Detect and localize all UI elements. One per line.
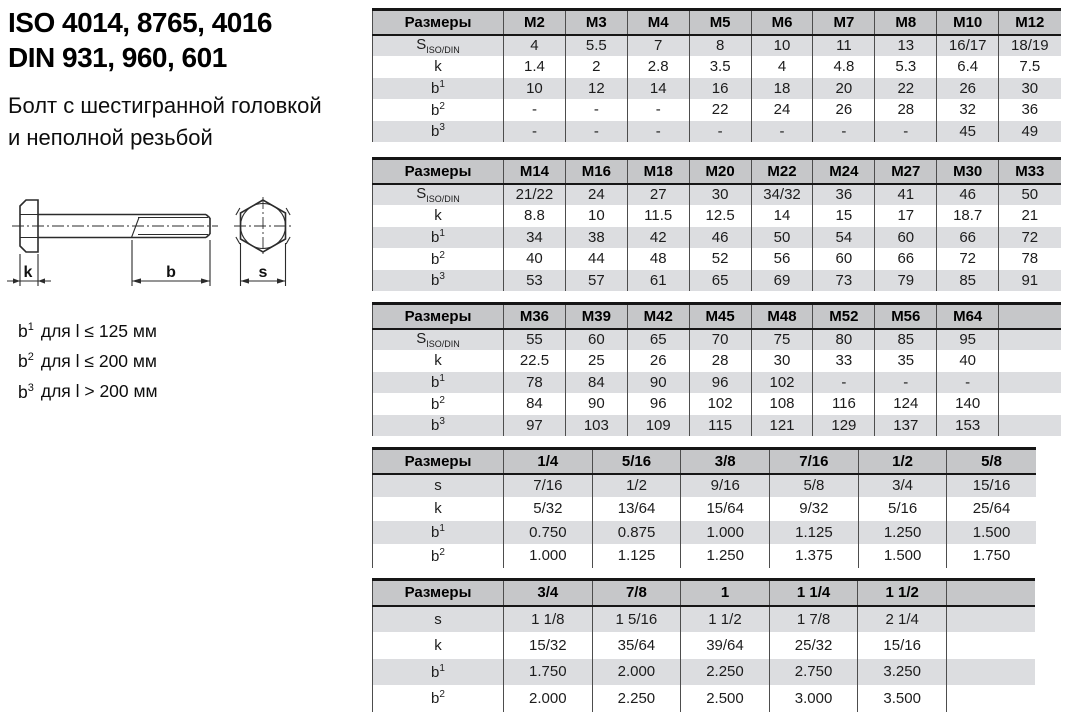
dimension-table [372, 8, 1061, 142]
footnote-symbol: b [18, 351, 28, 372]
value-cell: 16 [689, 78, 751, 100]
value-cell: 66 [937, 227, 999, 249]
dim-label-s: s [258, 264, 268, 281]
column-header: M52 [813, 304, 875, 329]
value-cell: - [875, 121, 937, 143]
size-header-label: Размеры [373, 449, 504, 474]
value-cell: 103 [565, 415, 627, 437]
footnotes [18, 314, 158, 405]
footnote-text: для l ≤ 125 мм [40, 320, 157, 341]
dimension-table-metric-m2-m12 [372, 8, 1061, 142]
value-cell: 1.250 [681, 544, 770, 568]
dimension-table-inch-small [372, 447, 1036, 568]
value-cell: 5/8 [770, 474, 859, 498]
footnote-text: для l ≤ 200 мм [40, 351, 157, 372]
value-cell: 10 [565, 205, 627, 227]
value-cell: 78 [1021, 250, 1039, 268]
value-cell: 1.000 [504, 544, 593, 568]
value-cell: 53 [504, 270, 566, 292]
value-cell: 102 [689, 393, 751, 415]
value-cell: 30 [751, 350, 813, 372]
value-cell: - [813, 372, 875, 394]
value-cell: 36 [813, 184, 875, 206]
column-header: M8 [875, 10, 937, 35]
value-cell: 108 [751, 393, 813, 415]
value-cell: 72 [999, 227, 1061, 249]
column-header: M36 [504, 304, 566, 329]
size-header-label: Размеры [373, 10, 504, 35]
column-header: M7 [813, 10, 875, 35]
value-cell: 2.000 [504, 685, 593, 712]
value-cell: 18/19 [999, 35, 1061, 57]
empty-cell [946, 659, 1035, 686]
value-cell: 73 [813, 270, 875, 292]
value-cell: 25 [565, 350, 627, 372]
column-header: M12 [999, 10, 1061, 35]
footnote-sup: 3 [27, 381, 34, 394]
value-cell: 13/64 [592, 497, 681, 521]
value-cell: 41 [875, 184, 937, 206]
value-cell: 2 1/4 [858, 606, 947, 633]
empty-header-cell [946, 580, 1035, 606]
value-cell: 14 [627, 78, 689, 100]
value-cell: 46 [689, 227, 751, 249]
value-cell: 5.5 [565, 35, 627, 57]
row-label: $b^3$ [373, 121, 504, 143]
row-label: $b^2$ [373, 99, 504, 121]
dimension-table-inch-large [372, 578, 1035, 712]
value-cell: 12.5 [689, 205, 751, 227]
value-cell: 80 [813, 329, 875, 351]
value-cell: 116 [813, 393, 875, 415]
value-cell: 2.750 [769, 659, 858, 686]
value-cell: 42 [627, 227, 689, 249]
column-header: M42 [627, 304, 689, 329]
value-cell: 4 [504, 35, 566, 57]
column-header: M10 [937, 10, 999, 35]
value-cell: 1/2 [592, 474, 681, 498]
value-cell: 50 [751, 227, 813, 249]
value-cell: 15/16 [947, 474, 1036, 498]
value-cell: 2.250 [592, 685, 681, 712]
column-header: 3/8 [681, 449, 770, 474]
value-cell: 40 [504, 248, 566, 270]
row-label: $S_{ISO/DIN}$ [373, 329, 504, 351]
value-cell: 17 [875, 205, 937, 227]
value-cell: - [504, 99, 566, 121]
value-cell: 26 [627, 350, 689, 372]
value-cell: 2.500 [681, 685, 770, 712]
dimension-table-metric-m14-m33 [372, 157, 1061, 291]
value-cell: 90 [627, 372, 689, 394]
value-cell: 57 [565, 270, 627, 292]
size-header-label: Размеры [373, 159, 504, 184]
value-cell: 78 [504, 372, 566, 394]
value-cell: 32 [937, 99, 999, 121]
value-cell: 46 [937, 184, 999, 206]
dim-label-k: k [23, 264, 33, 281]
row-label: $S_{ISO/DIN}$ [373, 184, 504, 206]
empty-cell [999, 393, 1061, 415]
dimension-table [372, 157, 1061, 291]
value-cell: 22 [875, 78, 937, 100]
subtitle-line1: Болт с шестигранной головкой [8, 93, 322, 118]
footnote-b2 [18, 344, 158, 374]
value-cell: 1.500 [858, 544, 947, 568]
empty-cell [946, 685, 1035, 712]
value-cell: 15 [813, 205, 875, 227]
footnote-text: для l > 200 мм [40, 381, 158, 402]
footnote-symbol: b [18, 320, 28, 341]
value-cell: 22 [689, 99, 751, 121]
value-cell: 6.4 [937, 56, 999, 78]
value-cell: 38 [565, 227, 627, 249]
value-cell: - [627, 121, 689, 143]
value-cell: 95 [937, 329, 999, 351]
value-cell: 25/32 [769, 632, 858, 659]
value-cell: 14 [751, 205, 813, 227]
page-title-iso: ISO 4014, 8765, 4016 [8, 7, 272, 38]
column-header: M24 [813, 159, 875, 184]
value-cell: 1 7/8 [769, 606, 858, 633]
value-cell: 33 [813, 350, 875, 372]
column-header: 1 1/2 [858, 580, 947, 606]
value-cell: - [627, 99, 689, 121]
value-cell: 1 1/2 [681, 606, 770, 633]
value-cell: 54 [813, 227, 875, 249]
row-label: $b^2$ [373, 393, 504, 415]
value-cell: 5/32 [504, 497, 593, 521]
value-cell: 124 [875, 393, 937, 415]
column-header: M64 [937, 304, 999, 329]
value-cell: 85 [937, 270, 999, 292]
column-header: M45 [689, 304, 751, 329]
value-cell: 65 [689, 270, 751, 292]
column-header: M56 [875, 304, 937, 329]
empty-cell [946, 632, 1035, 659]
value-cell: 0.750 [504, 521, 593, 545]
row-label: $b^1$ [373, 659, 504, 686]
value-cell: 60 [875, 227, 937, 249]
empty-cell [999, 372, 1061, 394]
value-cell: 2.250 [681, 659, 770, 686]
value-cell: 7.5 [1019, 58, 1041, 76]
column-header: M27 [875, 159, 937, 184]
dimension-table-metric-m36-m64 [372, 302, 1061, 436]
value-cell: 49 [999, 121, 1061, 143]
value-cell: 27 [627, 184, 689, 206]
value-cell: 0.875 [592, 521, 681, 545]
value-cell: 28 [689, 350, 751, 372]
column-header: M3 [565, 10, 627, 35]
row-label: $b^1$ [373, 372, 504, 394]
size-header-label: Размеры [373, 580, 504, 606]
value-cell: - [689, 121, 751, 143]
value-cell: 102 [751, 372, 813, 394]
value-cell: 1.4 [504, 56, 566, 78]
column-header: M2 [504, 10, 566, 35]
column-header: 7/8 [592, 580, 681, 606]
value-cell: 1.125 [592, 544, 681, 568]
row-label: $b^3$ [373, 270, 504, 292]
row-label: $S_{ISO/DIN}$ [373, 35, 504, 57]
column-header: M14 [504, 159, 566, 184]
value-cell: 60 [813, 248, 875, 270]
value-cell: 65 [627, 329, 689, 351]
column-header: M16 [565, 159, 627, 184]
value-cell: 70 [689, 329, 751, 351]
value-cell: - [504, 121, 566, 143]
value-cell: 84 [504, 393, 566, 415]
value-cell: 3.5 [689, 56, 751, 78]
value-cell: 8.8 [504, 205, 566, 227]
value-cell: 2.000 [592, 659, 681, 686]
value-cell: 40 [937, 350, 999, 372]
value-cell: 72 [937, 248, 999, 270]
value-cell: 115 [689, 415, 751, 437]
value-cell: - [813, 121, 875, 143]
value-cell: 7/16 [504, 474, 593, 498]
value-cell: 1.750 [504, 659, 593, 686]
value-cell: 11 [813, 35, 875, 57]
value-cell: 1.500 [947, 521, 1036, 545]
row-label: k [373, 632, 504, 659]
column-header: M22 [751, 159, 813, 184]
value-cell: 36 [1021, 101, 1039, 119]
value-cell: 1 1/8 [504, 606, 593, 633]
value-cell: 75 [751, 329, 813, 351]
value-cell: 1.125 [770, 521, 859, 545]
empty-header-cell [999, 304, 1061, 329]
column-header: M6 [751, 10, 813, 35]
value-cell: 24 [565, 184, 627, 206]
empty-cell [999, 329, 1061, 351]
row-label: k [373, 350, 504, 372]
footnote-symbol: b [18, 381, 28, 402]
value-cell: 4 [751, 56, 813, 78]
value-cell: 66 [875, 248, 937, 270]
value-cell: 4.8 [813, 56, 875, 78]
dimension-table [372, 447, 1036, 568]
column-header: M30 [937, 159, 999, 184]
value-cell: 1.000 [681, 521, 770, 545]
value-cell: 20 [813, 78, 875, 100]
value-cell: 5.3 [875, 56, 937, 78]
value-cell: 61 [627, 270, 689, 292]
value-cell: - [937, 372, 999, 394]
value-cell: 55 [504, 329, 566, 351]
value-cell: 96 [627, 393, 689, 415]
value-cell: 45 [937, 121, 999, 143]
value-cell: 16/17 [937, 35, 999, 57]
value-cell: 140 [937, 393, 999, 415]
value-cell: 7 [627, 35, 689, 57]
value-cell: 91 [999, 270, 1061, 292]
dimension-table [372, 578, 1035, 712]
value-cell: 1 5/16 [592, 606, 681, 633]
value-cell: 60 [565, 329, 627, 351]
column-header: 1 [681, 580, 770, 606]
value-cell: - [565, 99, 627, 121]
bolt-technical-drawing [0, 180, 330, 310]
column-header: 1/4 [504, 449, 593, 474]
value-cell: 21 [1021, 207, 1039, 225]
value-cell: 1.375 [770, 544, 859, 568]
column-header: M33 [999, 159, 1061, 184]
value-cell: 26 [813, 99, 875, 121]
value-cell: 10 [751, 35, 813, 57]
value-cell: 153 [937, 415, 999, 437]
value-cell: 52 [689, 248, 751, 270]
page-title-din: DIN 931, 960, 601 [8, 42, 227, 73]
value-cell: 35 [875, 350, 937, 372]
row-label: $b^3$ [373, 415, 504, 437]
footnote-sup: 1 [27, 321, 34, 333]
column-header: M5 [689, 10, 751, 35]
value-cell: 5/16 [858, 497, 947, 521]
value-cell: 3.000 [769, 685, 858, 712]
footnote-b1 [18, 314, 158, 344]
column-header: 3/4 [504, 580, 593, 606]
column-header: 7/16 [770, 449, 859, 474]
value-cell: 1.250 [858, 521, 947, 545]
value-cell: 18.7 [937, 205, 999, 227]
empty-cell [999, 350, 1061, 372]
value-cell: 56 [751, 248, 813, 270]
value-cell: 97 [504, 415, 566, 437]
value-cell: 15/64 [681, 497, 770, 521]
value-cell: 15/16 [858, 632, 947, 659]
size-header-label: Размеры [373, 304, 504, 329]
value-cell: 137 [875, 415, 937, 437]
value-cell: 3/4 [858, 474, 947, 498]
value-cell: 25/64 [972, 500, 1011, 518]
value-cell: 2 [565, 56, 627, 78]
value-cell: - [875, 372, 937, 394]
column-header: M20 [689, 159, 751, 184]
value-cell: 44 [565, 248, 627, 270]
value-cell: - [751, 121, 813, 143]
value-cell: 48 [627, 248, 689, 270]
column-header: 5/16 [592, 449, 681, 474]
row-label: s [373, 474, 504, 498]
row-label: $b^1$ [373, 227, 504, 249]
value-cell: 129 [813, 415, 875, 437]
value-cell: 30 [689, 184, 751, 206]
dimension-table [372, 302, 1061, 436]
column-header: M18 [627, 159, 689, 184]
value-cell: 84 [565, 372, 627, 394]
row-label: s [373, 606, 504, 633]
row-label: $b^1$ [373, 78, 504, 100]
row-label: $b^2$ [373, 544, 504, 568]
value-cell: 12 [565, 78, 627, 100]
value-cell: 1.750 [972, 547, 1011, 565]
column-header: M48 [751, 304, 813, 329]
value-cell: 2.8 [627, 56, 689, 78]
column-header: M39 [565, 304, 627, 329]
empty-cell [999, 415, 1061, 437]
value-cell: 9/32 [770, 497, 859, 521]
value-cell: 9/16 [681, 474, 770, 498]
value-cell: 3.250 [858, 659, 947, 686]
column-header: 1 1/4 [769, 580, 858, 606]
value-cell: 34/32 [751, 184, 813, 206]
value-cell: 26 [937, 78, 999, 100]
row-label: k [373, 497, 504, 521]
value-cell: 35/64 [592, 632, 681, 659]
column-header: 5/8 [947, 449, 1036, 474]
value-cell: 8 [689, 35, 751, 57]
row-label: k [373, 56, 504, 78]
value-cell: 109 [627, 415, 689, 437]
value-cell: - [565, 121, 627, 143]
value-cell: 96 [689, 372, 751, 394]
value-cell: 85 [875, 329, 937, 351]
row-label: $b^1$ [373, 521, 504, 545]
row-label: $b^2$ [373, 248, 504, 270]
value-cell: 50 [999, 184, 1061, 206]
value-cell: 69 [751, 270, 813, 292]
row-label: $b^2$ [373, 685, 504, 712]
value-cell: 79 [875, 270, 937, 292]
value-cell: 3.500 [858, 685, 947, 712]
value-cell: 34 [504, 227, 566, 249]
footnote-sup: 2 [27, 351, 34, 364]
value-cell: 21/22 [504, 184, 566, 206]
value-cell: 121 [751, 415, 813, 437]
value-cell: 28 [875, 99, 937, 121]
subtitle-line2: и неполной резьбой [8, 125, 213, 150]
empty-cell [946, 606, 1035, 633]
value-cell: 22.5 [504, 350, 566, 372]
column-header: 1/2 [858, 449, 947, 474]
value-cell: 30 [999, 78, 1061, 100]
value-cell: 10 [504, 78, 566, 100]
value-cell: 13 [875, 35, 937, 57]
value-cell: 24 [751, 99, 813, 121]
column-header: M4 [627, 10, 689, 35]
value-cell: 90 [565, 393, 627, 415]
row-label: k [373, 205, 504, 227]
dim-label-b: b [166, 264, 176, 281]
value-cell: 11.5 [627, 205, 689, 227]
value-cell: 18 [751, 78, 813, 100]
value-cell: 39/64 [681, 632, 770, 659]
footnote-b3 [18, 375, 158, 405]
value-cell: 15/32 [504, 632, 593, 659]
